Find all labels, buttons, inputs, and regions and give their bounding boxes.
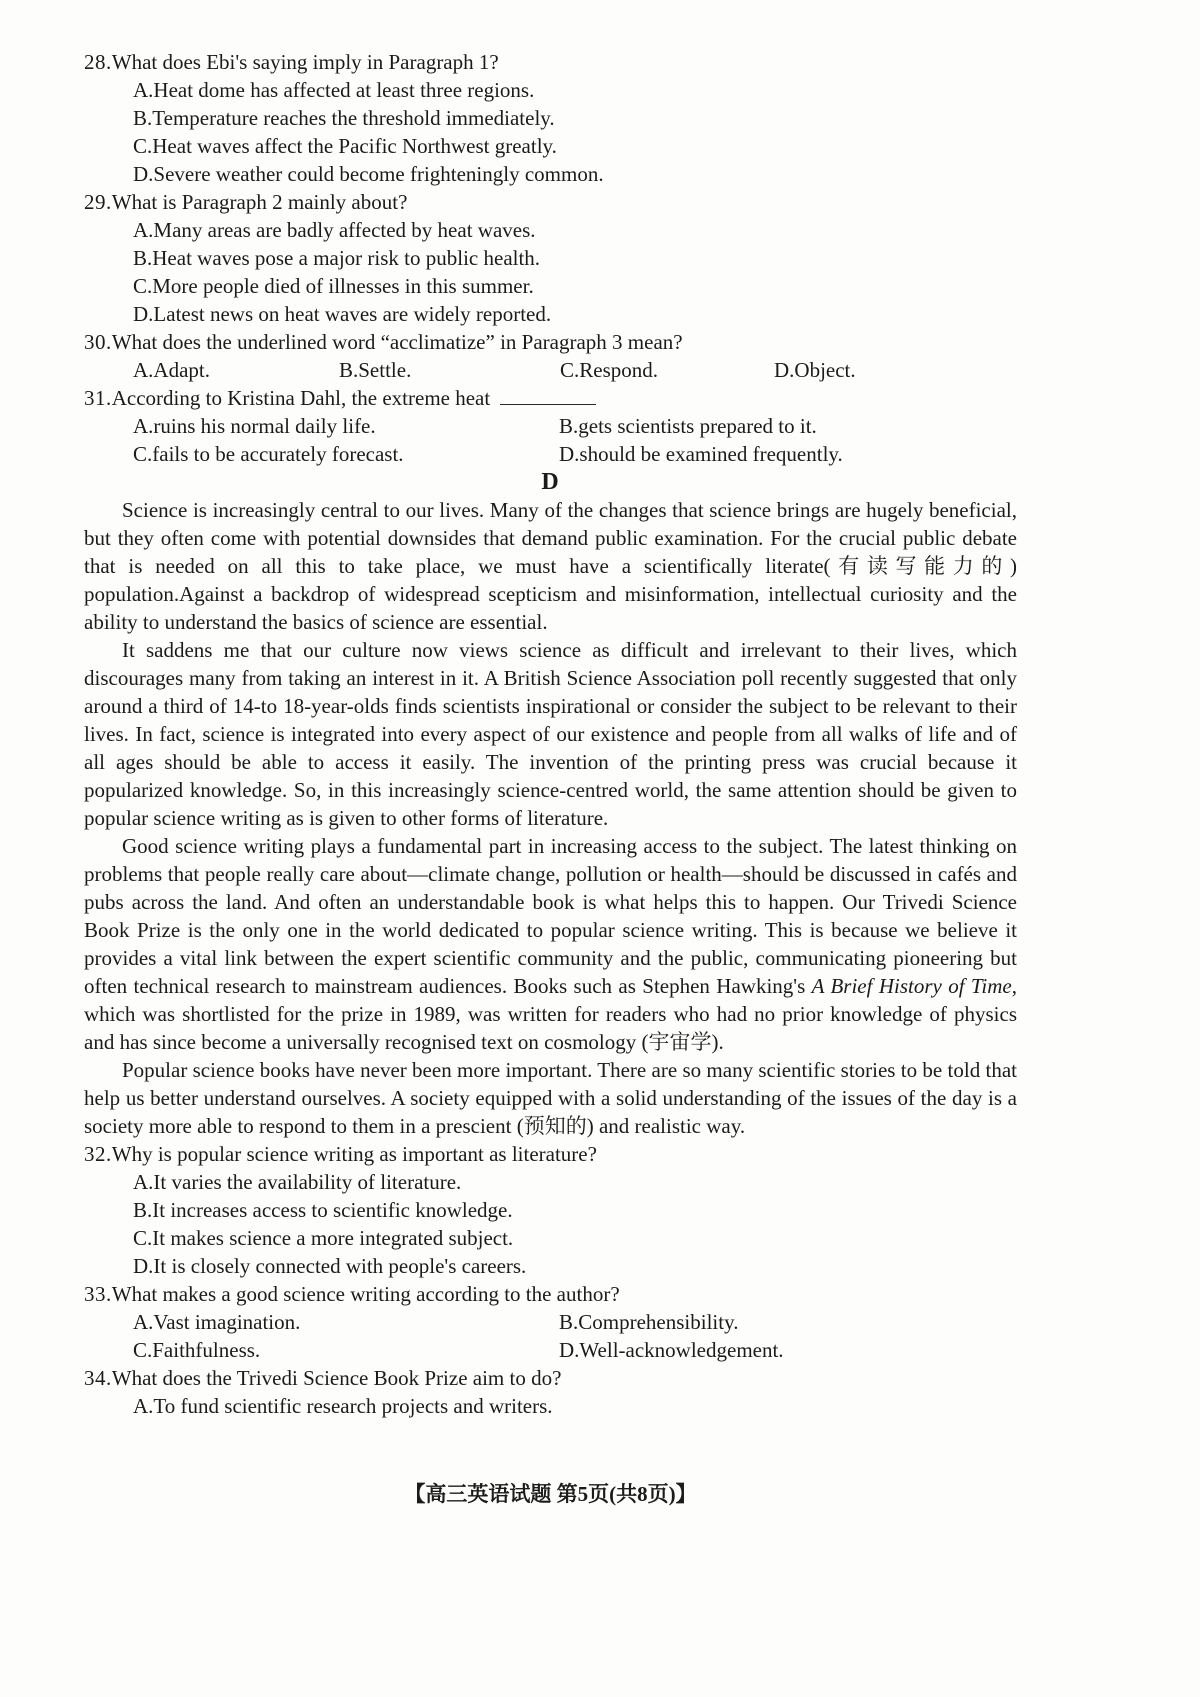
question-31-stem bbox=[84, 384, 1017, 412]
question-31-options-grid bbox=[133, 412, 1017, 468]
page-footer bbox=[84, 1480, 1017, 1508]
question-30-text: What does the underlined word “acclimatize” in Paragraph 3 mean? bbox=[111, 330, 683, 354]
question-29-option-d: D.Latest news on heat waves are widely reported. bbox=[133, 302, 552, 326]
question-29-text: What is Paragraph 2 mainly about? bbox=[111, 190, 408, 214]
question-31-option-b: B.gets scientists prepared to it. bbox=[559, 414, 817, 438]
question-30-stem bbox=[84, 328, 1017, 356]
question-32-option-d: D.It is closely connected with people's careers. bbox=[133, 1254, 527, 1278]
question-33-options-grid bbox=[133, 1308, 1017, 1364]
passage-section-label: D bbox=[541, 469, 560, 495]
question-32-option-c: C.It makes science a more integrated subject. bbox=[133, 1226, 514, 1250]
question-28 bbox=[84, 48, 1017, 188]
question-31-number: 31. bbox=[84, 386, 112, 410]
question-33-option-c: C.Faithfulness. bbox=[133, 1338, 261, 1362]
passage-paragraph-3 bbox=[84, 832, 1017, 1056]
question-28-number: 28. bbox=[84, 50, 112, 74]
question-33-option-b: B.Comprehensibility. bbox=[559, 1310, 739, 1334]
question-33-stem bbox=[84, 1280, 1017, 1308]
question-34-stem bbox=[84, 1364, 1017, 1392]
question-29-option-c: C.More people died of illnesses in this summer. bbox=[133, 274, 534, 298]
question-30 bbox=[84, 328, 1017, 384]
reading-passage bbox=[84, 496, 1017, 1140]
question-29-option-a: A.Many areas are badly affected by heat waves. bbox=[133, 218, 536, 242]
passage-paragraph-3-text-cont: , which was shortlisted for the prize in 1989, was written for readers who had no prior knowledge of physics and has since become a universally recognised text on cosmology (宇宙学). bbox=[84, 974, 1017, 1054]
question-28-option-a: A.Heat dome has affected at least three regions. bbox=[133, 78, 535, 102]
question-30-number: 30. bbox=[84, 330, 112, 354]
question-30-options-row bbox=[133, 356, 1017, 384]
passage-paragraph-2: It saddens me that our culture now views science as difficult and irrelevant to their lives, which discourages many from taking an interest in it. A British Science Association poll recently suggested that only around a third of 14-to 18-year-olds finds scientists inspirational or consider the subject to be relevant to their lives. In fact, science is integrated into every aspect of our existence and people from all walks of life and of all ages should be able to access it easily. The invention of the printing press was crucial because it popularized knowledge. So, in this increasingly science-centred world, the same attention should be given to popular science writing as is given to other forms of literature. bbox=[84, 638, 1017, 830]
question-33-number: 33. bbox=[84, 1282, 112, 1306]
question-32-option-b: B.It increases access to scientific knowledge. bbox=[133, 1198, 513, 1222]
question-32-number: 32. bbox=[84, 1142, 112, 1166]
question-31-option-d: D.should be examined frequently. bbox=[559, 442, 843, 466]
question-33 bbox=[84, 1280, 1017, 1364]
question-31-option-c: C.fails to be accurately forecast. bbox=[133, 442, 404, 466]
question-31-text: According to Kristina Dahl, the extreme heat bbox=[111, 386, 491, 410]
question-29-option-b: B.Heat waves pose a major risk to public health. bbox=[133, 246, 541, 270]
question-31 bbox=[84, 384, 1017, 468]
question-29-stem bbox=[84, 188, 1017, 216]
question-33-option-a: A.Vast imagination. bbox=[133, 1310, 301, 1334]
question-29-number: 29. bbox=[84, 190, 112, 214]
book-title: A Brief History of Time bbox=[811, 974, 1012, 998]
answer-blank bbox=[500, 385, 596, 405]
question-33-option-d: D.Well-acknowledgement. bbox=[559, 1338, 784, 1362]
passage-paragraph-4: Popular science books have never been more important. There are so many scientific stories to be told that help us better understand ourselves. A society equipped with a solid understanding of the issues of the day is a society more able to respond to them in a prescient (预知的) and realistic way. bbox=[84, 1058, 1017, 1138]
question-34-option-a: A.To fund scientific research projects and writers. bbox=[133, 1394, 553, 1418]
question-30-option-d: D.Object. bbox=[774, 358, 856, 382]
question-30-option-a: A.Adapt. bbox=[133, 358, 210, 382]
passage-paragraph-3-text: Good science writing plays a fundamental part in increasing access to the subject. The latest thinking on problems that people really care about—climate change, pollution or health—should be discussed in cafés and pubs across the land. And often an understandable book is what helps this to happen. Our Trivedi Science Book Prize is the only one in the world dedicated to popular science writing. This is because we believe it provides a vital link between the expert scientific community and the public, communicating pioneering but often technical research to mainstream audiences. Books such as Stephen Hawking's bbox=[84, 834, 1017, 998]
question-32 bbox=[84, 1140, 1017, 1280]
question-30-option-b: B.Settle. bbox=[339, 358, 412, 382]
question-34-number: 34. bbox=[84, 1366, 112, 1390]
question-32-text: Why is popular science writing as important as literature? bbox=[111, 1142, 597, 1166]
question-29 bbox=[84, 188, 1017, 328]
question-34-text: What does the Trivedi Science Book Prize aim to do? bbox=[111, 1366, 562, 1390]
question-34 bbox=[84, 1364, 1017, 1420]
question-32-option-a: A.It varies the availability of literature. bbox=[133, 1170, 462, 1194]
question-32-stem bbox=[84, 1140, 1017, 1168]
question-31-option-a: A.ruins his normal daily life. bbox=[133, 414, 376, 438]
question-28-stem bbox=[84, 48, 1017, 76]
question-28-option-d: D.Severe weather could become frighteningly common. bbox=[133, 162, 604, 186]
question-28-text: What does Ebi's saying imply in Paragraph 1? bbox=[111, 50, 499, 74]
question-30-option-c: C.Respond. bbox=[560, 358, 659, 382]
question-28-option-b: B.Temperature reaches the threshold immediately. bbox=[133, 106, 555, 130]
question-28-option-c: C.Heat waves affect the Pacific Northwest greatly. bbox=[133, 134, 557, 158]
question-33-text: What makes a good science writing according to the author? bbox=[111, 1282, 620, 1306]
page-footer-text: 【高三英语试题 第5页(共8页)】 bbox=[404, 1482, 697, 1506]
passage-paragraph-1: Science is increasingly central to our lives. Many of the changes that science brings are hugely beneficial, but they often come with potential downsides that demand public examination. For the crucial public debate that is needed on all this to take place, we must have a scientifically literate(有读写能力的) population.Against a backdrop of widespread scepticism and misinformation, intellectual curiosity and the ability to understand the basics of science are essential. bbox=[84, 498, 1017, 634]
